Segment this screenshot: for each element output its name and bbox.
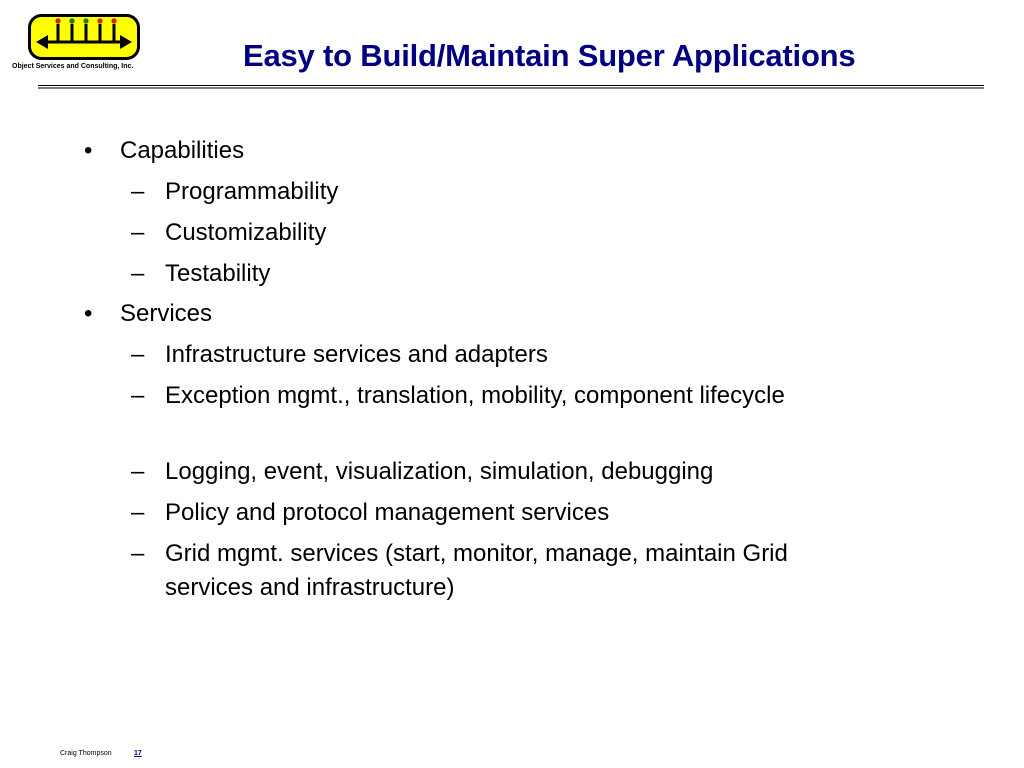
subbullet-text: Logging, event, visualization, simulation, debugging	[165, 458, 714, 485]
subbullet-marker: –	[131, 382, 145, 409]
subbullet-marker: –	[131, 178, 145, 205]
subbullet-marker: –	[131, 499, 145, 526]
bullet-marker: •	[84, 137, 93, 164]
subbullet-text: Customizability	[165, 219, 327, 246]
subbullet-marker: –	[131, 219, 145, 246]
subbullet-text: Programmability	[165, 178, 339, 205]
subbullet-marker: –	[131, 458, 145, 485]
bullet-text: Services	[120, 300, 213, 327]
page-number: 17	[134, 750, 142, 757]
subbullet-marker: –	[131, 540, 145, 567]
subbullet-text: Policy and protocol management services	[165, 499, 610, 526]
subbullet-marker: –	[131, 341, 145, 368]
bullet-marker: •	[84, 300, 93, 327]
subbullet-marker: –	[131, 260, 145, 287]
subbullet-text: Grid mgmt. services (start, monitor, manage, maintain Grid services and infrastructure)	[165, 540, 788, 601]
slide-title: Easy to Build/Maintain Super Applications	[243, 38, 856, 73]
company-name: Object Services and Consulting, Inc.	[12, 63, 134, 70]
bullet-text: Capabilities	[120, 137, 245, 164]
footer-author: Craig Thompson	[60, 750, 112, 757]
subbullet-text: Infrastructure services and adapters	[165, 341, 548, 368]
subbullet-text: Exception mgmt., translation, mobility, component lifecycle	[165, 382, 785, 409]
subbullet-text: Testability	[165, 260, 271, 287]
